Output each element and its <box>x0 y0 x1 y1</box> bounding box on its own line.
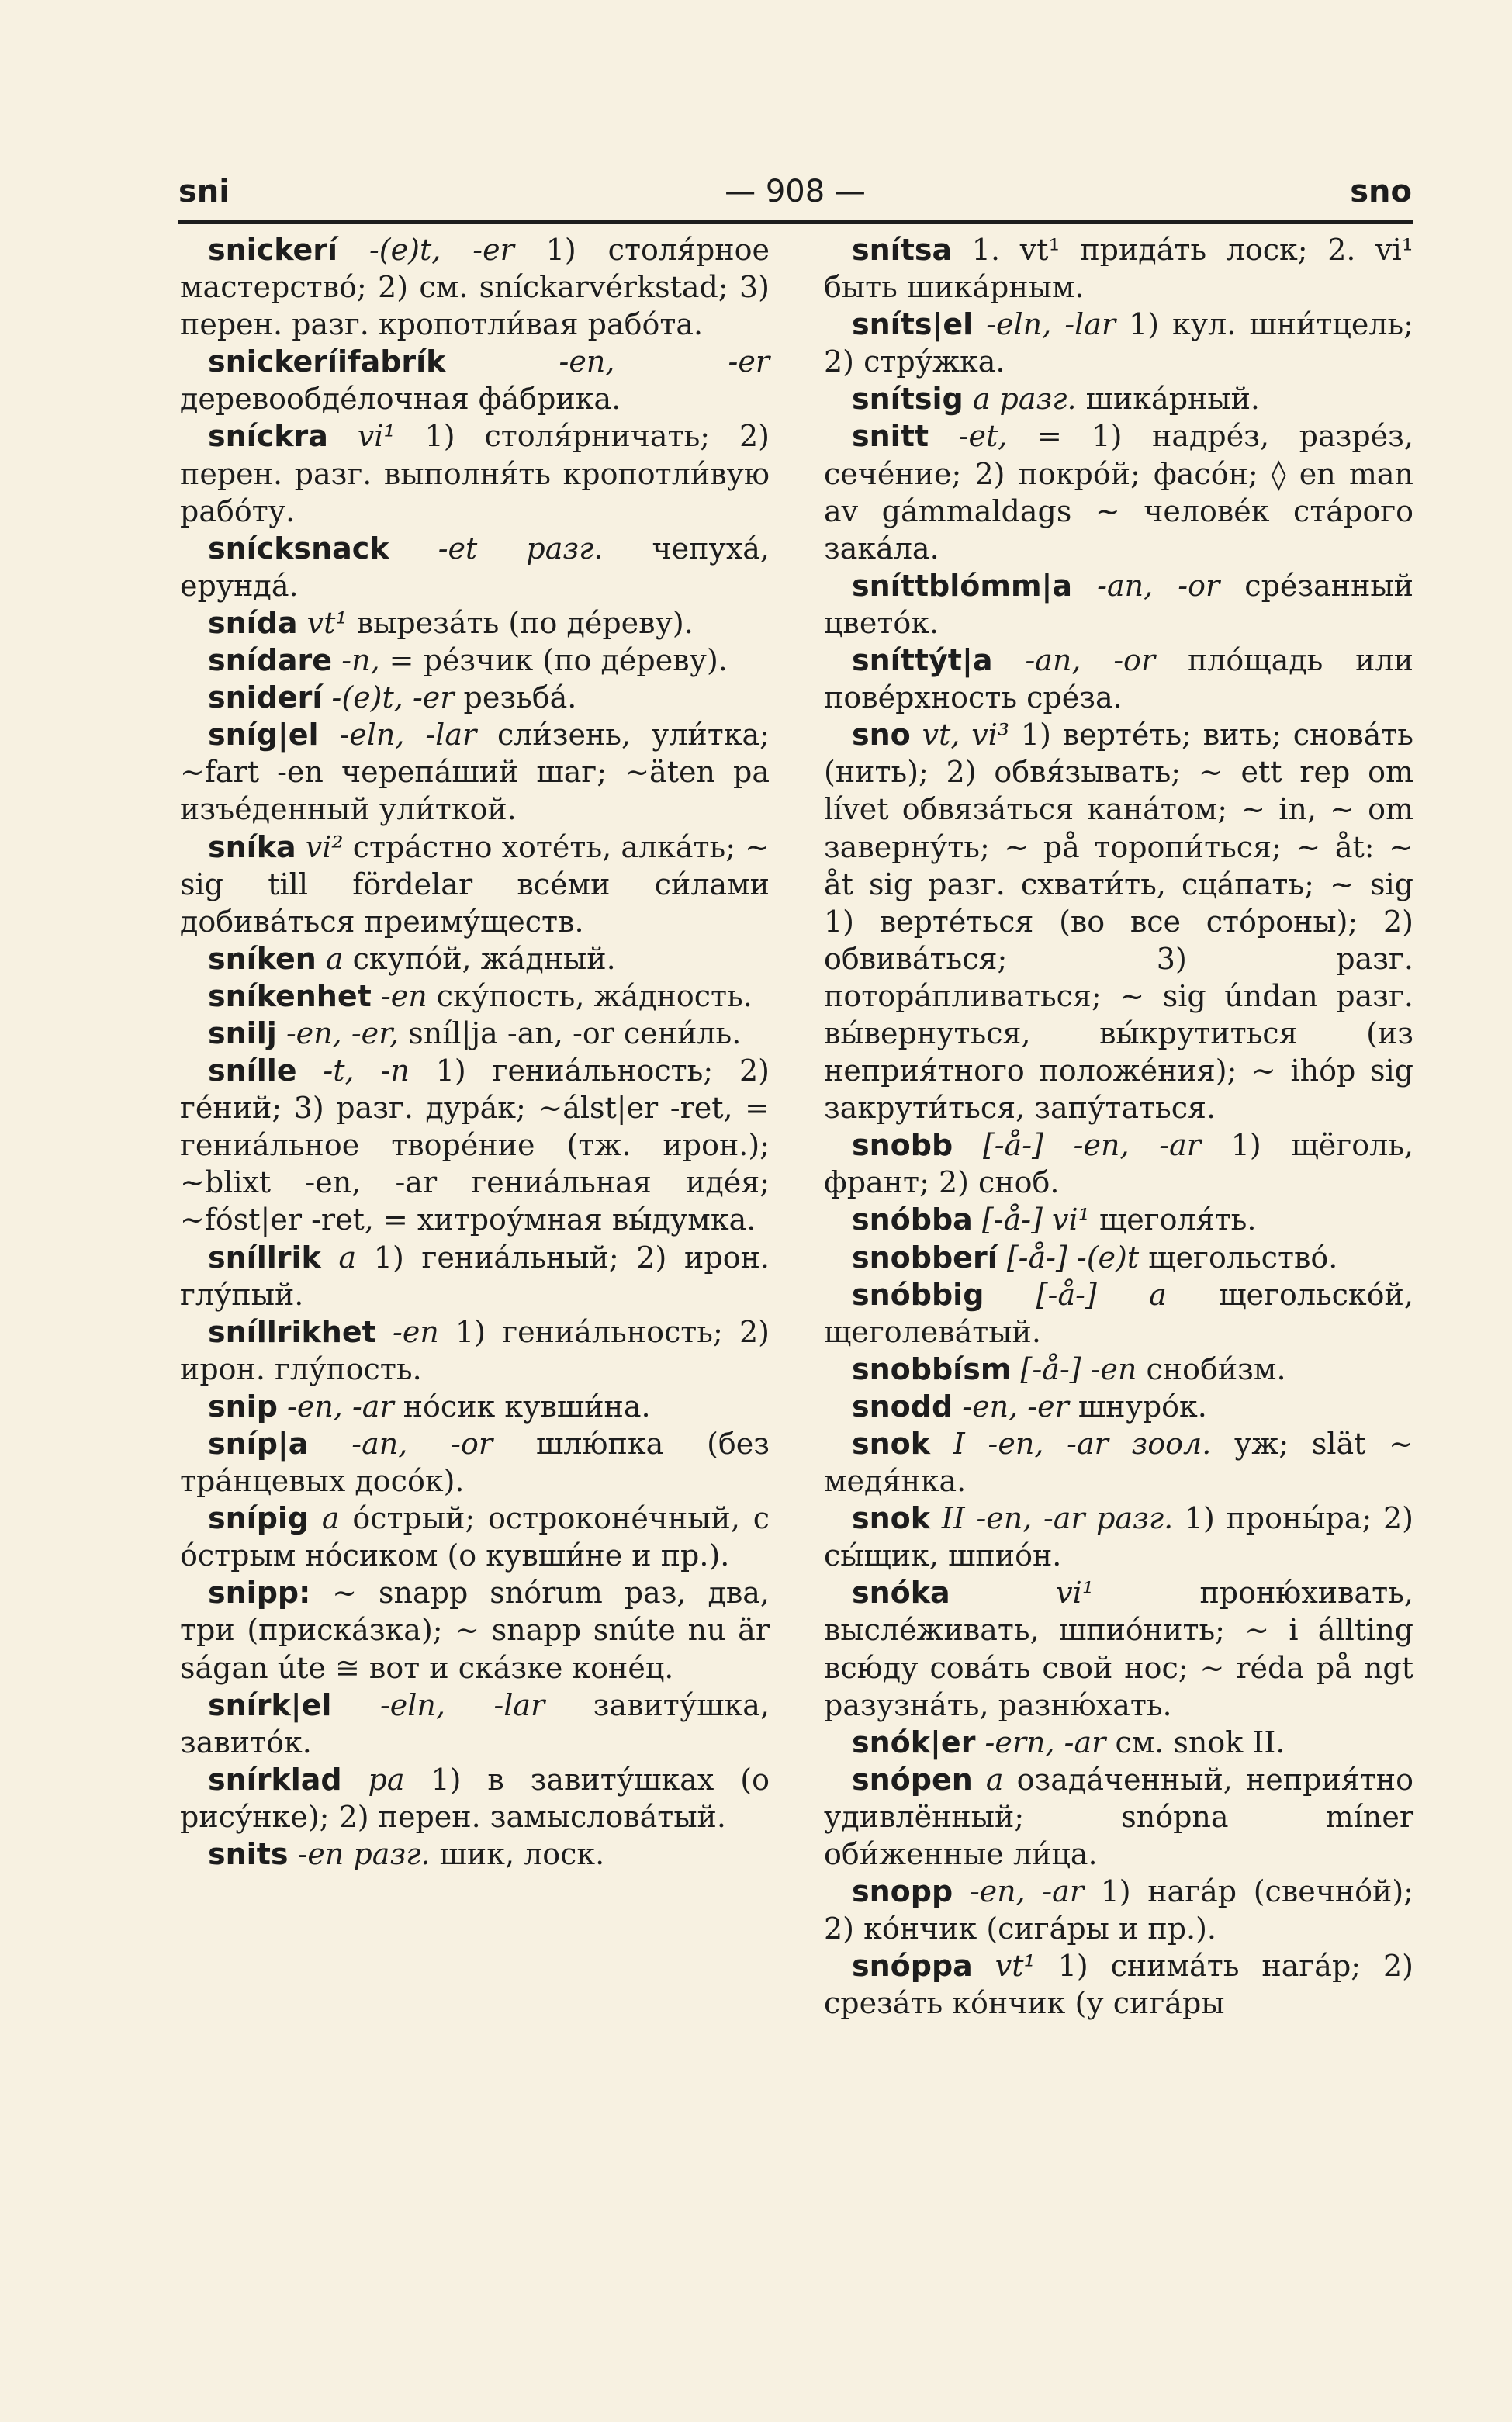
entry-headword: snipp: <box>208 1576 311 1611</box>
entry-grammar: -(e)t, -er <box>368 233 514 267</box>
entry-headword: snírklad <box>208 1762 342 1797</box>
dictionary-entry <box>824 1724 1413 1761</box>
entry-definition: 1) снима́ть нага́р; 2) среза́ть ко́нчик (у сига́ры <box>824 1949 1413 2021</box>
entry-definition: выреза́ть (по де́реву). <box>356 605 694 640</box>
dictionary-entry <box>180 642 770 679</box>
entry-definition: 1) столя́рное мастерство́; 2) см. sníckarvérkstad; 3) перен. разг. кропотли́вая рабо́та. <box>180 233 770 342</box>
entry-grammar: pa <box>368 1762 405 1797</box>
entry-definition: скупо́й, жа́дный. <box>352 941 616 976</box>
dictionary-entry <box>180 1388 770 1425</box>
page-number: — 908 — <box>725 174 866 209</box>
dictionary-entry <box>180 716 770 828</box>
entry-definition: 1) в завиту́шках (о рису́нке); 2) перен. замыслова́тый. <box>180 1762 770 1834</box>
dictionary-entry <box>180 1239 770 1313</box>
entry-grammar: vi¹ <box>1056 1576 1094 1611</box>
entry-headword: snóppa <box>852 1949 973 1984</box>
entry-definition: шика́рный. <box>1085 382 1261 417</box>
dictionary-entry <box>824 1239 1413 1276</box>
entry-headword: snip <box>208 1389 278 1424</box>
entry-headword: sníka <box>208 829 296 864</box>
entry-definition: см. snok II. <box>1115 1725 1285 1759</box>
dictionary-entry <box>824 716 1413 1126</box>
page-header <box>178 163 1412 217</box>
dictionary-entry <box>824 1947 1413 2022</box>
entry-grammar: vi¹ <box>357 419 396 454</box>
dictionary-entry <box>180 829 770 940</box>
dictionary-entry <box>180 977 770 1015</box>
entry-grammar: -en, -ar <box>969 1874 1084 1909</box>
entry-headword: snók|er <box>852 1725 976 1759</box>
entry-grammar: [-å-] -(e)t <box>1006 1240 1140 1275</box>
entry-definition: ~ snapp snórum раз, два, три (приска́зка); ~ snapp snúte nu är ságan úte ≅ вот и ска́зке коне́ц. <box>180 1576 770 1685</box>
entry-headword: snípig <box>208 1501 310 1536</box>
entry-definition: о́стрый; остроконе́чный, с о́стрым но́сиком (о кувши́не и пр.). <box>180 1501 770 1573</box>
dictionary-entry <box>824 417 1413 566</box>
dictionary-entry <box>824 1574 1413 1723</box>
entry-headword: snópen <box>852 1762 973 1797</box>
entry-definition: шик, лоск. <box>439 1837 605 1872</box>
entry-definition: 1) нага́р (свечно́й); 2) ко́нчик (сига́ры и пр.). <box>824 1874 1413 1946</box>
entry-grammar: vi² <box>305 829 344 864</box>
entry-grammar: -eln, -lar <box>339 718 477 753</box>
entry-headword: snobb <box>852 1128 953 1163</box>
dictionary-entry <box>180 1574 770 1686</box>
entry-headword: snída <box>208 605 298 640</box>
entry-definition: уж; slät ~ медя́нка. <box>824 1427 1413 1499</box>
entry-definition: сноби́зм. <box>1146 1351 1286 1386</box>
entry-definition: щегольство́. <box>1148 1240 1338 1275</box>
entry-definition: деревообде́лочная фа́брика. <box>180 382 621 417</box>
entry-definition: 1) надре́з, разре́з, сече́ние; 2) покро́й; фасо́н; ◊ en man av gámmaldags ~ челове́к ста́рого зака́ла. <box>824 419 1413 566</box>
entry-grammar: a <box>325 941 344 976</box>
entry-grammar: [-å-] vi¹ <box>981 1202 1090 1237</box>
dictionary-entry <box>824 380 1413 417</box>
entry-headword: snobbísm <box>852 1351 1012 1386</box>
left-column <box>180 231 770 1873</box>
dictionary-entry <box>180 417 770 529</box>
entry-grammar: -an, -or <box>1097 568 1220 603</box>
dictionary-entry <box>824 1500 1413 1574</box>
entry-grammar: -(e)t, -er <box>331 680 455 715</box>
entry-headword: sníttýt|a <box>852 643 993 678</box>
entry-headword: sníg|el <box>208 718 319 753</box>
entry-definition: шнуро́к. <box>1078 1389 1207 1424</box>
entry-headword: snílle <box>208 1054 297 1088</box>
entry-definition: сли́зень, ули́тка; ~fart -en черепа́ший шаг; ~äten pa изъе́денный ули́ткой. <box>180 718 770 827</box>
entry-grammar: [-å-] -en <box>1020 1351 1137 1386</box>
entry-grammar: vt, vi³ <box>922 718 1010 753</box>
entry-headword: snóbbig <box>852 1277 984 1312</box>
entry-headword: sníttblómm|a <box>852 568 1073 603</box>
entry-grammar: vt¹ <box>306 605 348 640</box>
entry-grammar: -an, -or <box>351 1427 493 1461</box>
right-column <box>824 231 1413 2022</box>
entry-definition: чепуха́, ерунда́. <box>180 531 770 603</box>
entry-headword: sno <box>852 718 911 753</box>
entry-definition: 1) щёголь, франт; 2) сноб. <box>824 1128 1413 1200</box>
entry-grammar: -en, -er, <box>285 1016 400 1050</box>
dictionary-entry <box>824 1276 1413 1351</box>
entry-definition: 1) кул. шни́тцель; 2) стру́жка. <box>824 307 1413 379</box>
entry-grammar: -n, = <box>341 643 414 678</box>
dictionary-entry <box>180 231 770 343</box>
dictionary-entry <box>824 1873 1413 1947</box>
entry-definition: завиту́шка, завито́к. <box>180 1687 770 1759</box>
entry-grammar: a <box>338 1240 357 1275</box>
entry-definition: 1) столя́рничать; 2) перен. разг. выполня́ть кропотли́вую рабо́ту. <box>180 419 770 528</box>
entry-definition: шлю́пка (без тра́нцевых досо́к). <box>180 1427 770 1499</box>
header-right-guideword: sno <box>1350 174 1412 209</box>
dictionary-entry <box>180 604 770 642</box>
entry-grammar: -en разг. <box>297 1837 431 1872</box>
dictionary-entry <box>824 1388 1413 1425</box>
entry-headword: sníts|el <box>852 307 974 342</box>
entry-headword: snok <box>852 1427 931 1461</box>
entry-grammar: a разг. <box>972 382 1077 417</box>
dictionary-entry <box>180 1052 770 1238</box>
dictionary-entry <box>824 1201 1413 1238</box>
entry-headword: snícksnack <box>208 531 389 566</box>
entry-grammar: -ern, -ar <box>984 1725 1106 1759</box>
entry-grammar: -eln, -lar <box>986 307 1116 342</box>
entry-grammar: -en, -er <box>559 344 770 379</box>
entry-grammar: -an, -or <box>1025 643 1156 678</box>
entry-grammar: vt¹ <box>995 1949 1036 1984</box>
entry-definition: стра́стно хоте́ть, алка́ть; ~ sig till fördelar все́ми си́лами добива́ться преиму́ществ. <box>180 829 770 939</box>
entry-definition: проню́хивать, высле́живать, шпио́нить; ~ i állting всю́ду сова́ть свой нос; ~ réda på ngt разузна́ть, разню́хать. <box>824 1576 1413 1722</box>
entry-definition: резьба́. <box>463 680 577 715</box>
dictionary-entry <box>180 1425 770 1500</box>
entry-headword: snits <box>208 1837 289 1872</box>
entry-definition: 1) верте́ть; вить; снова́ть (нить); 2) обвя́зывать; ~ ett rep om lívet обвяза́ться кана́том; ~ in, ~ om заверну́ть; ~ på торопи́ться; ~ åt: ~ åt sig разг. схвати́ть, сца́пать; ~ sig 1) верте́ться (во все сто́роны); 2) обвива́ться; 3) разг. потора́пливаться; ~ sig úndan разг. вы́вернуться, вы́крутиться (из неприя́тного положе́ния); ~ ihóp sig закрути́ться, запу́таться. <box>824 718 1413 1126</box>
entry-headword: snickeríifabrík <box>208 344 446 379</box>
dictionary-entry <box>180 1313 770 1388</box>
entry-definition: ску́пость, жа́дность. <box>436 978 753 1013</box>
dictionary-entry <box>180 1500 770 1574</box>
dictionary-entry <box>824 306 1413 380</box>
entry-definition: озада́ченный, неприя́тно удивлённый; snópna míner оби́женные ли́ца. <box>824 1762 1413 1872</box>
dictionary-entry <box>824 1425 1413 1500</box>
entry-headword: snídare <box>208 643 333 678</box>
dictionary-entry <box>180 1836 770 1873</box>
entry-headword: sníllrik <box>208 1240 321 1275</box>
dictionary-entry <box>824 642 1413 716</box>
entry-definition: sníl|ja -an, -or сени́ль. <box>408 1016 742 1050</box>
dictionary-entry <box>180 940 770 977</box>
entry-definition: 1) проны́ра; 2) сы́щик, шпио́н. <box>824 1501 1413 1573</box>
dictionary-entry <box>180 1761 770 1836</box>
entry-headword: sníken <box>208 941 317 976</box>
entry-grammar: -et разг. <box>438 531 604 566</box>
dictionary-entry <box>180 530 770 604</box>
entry-grammar: I -en, -ar зоол. <box>953 1427 1212 1461</box>
entry-definition: 1) гениа́льный; 2) ирон. глу́пый. <box>180 1240 770 1312</box>
dictionary-entry <box>824 567 1413 642</box>
entry-definition: 1) гениа́льность; 2) ирон. глу́пость. <box>180 1314 770 1386</box>
entry-definition: щеголя́ть. <box>1099 1202 1257 1237</box>
entry-grammar: -en <box>380 978 427 1013</box>
entry-headword: snóka <box>852 1576 950 1611</box>
entry-headword: snóbba <box>852 1202 973 1237</box>
entry-definition: сре́занный цвето́к. <box>824 568 1413 640</box>
entry-headword: sníkenhet <box>208 978 372 1013</box>
dictionary-entry <box>824 1761 1413 1873</box>
entry-grammar: [-å-] -en, -ar <box>982 1128 1201 1163</box>
entry-headword: sníp|a <box>208 1427 309 1461</box>
entry-headword: snobberí <box>852 1240 998 1275</box>
entry-headword: sníckra <box>208 419 328 454</box>
entry-grammar: a <box>985 1762 1004 1797</box>
entry-grammar: -t, -n <box>323 1054 410 1088</box>
dictionary-entry <box>824 1126 1413 1201</box>
entry-definition: 1. vt¹ прида́ть лоск; 2. vi¹ быть шика́рным. <box>824 233 1413 305</box>
entry-grammar: a <box>321 1501 340 1536</box>
entry-headword: snodd <box>852 1389 953 1424</box>
dictionary-entry <box>824 1351 1413 1388</box>
entry-headword: snilj <box>208 1016 277 1050</box>
entry-grammar: -en, -ar <box>287 1389 394 1424</box>
entry-definition: но́сик кувши́на. <box>403 1389 651 1424</box>
entry-grammar: -eln, -lar <box>379 1687 545 1722</box>
entry-headword: snitt <box>852 419 929 454</box>
entry-headword: snickerí <box>208 233 338 267</box>
entry-headword: snítsig <box>852 382 964 417</box>
dictionary-entry <box>180 679 770 716</box>
entry-headword: snírk|el <box>208 1687 332 1722</box>
entry-headword: sníllrikhet <box>208 1314 376 1349</box>
entry-headword: snítsa <box>852 233 953 267</box>
entry-grammar: -et, = <box>958 419 1062 454</box>
entry-grammar: [-å-] a <box>1036 1277 1167 1312</box>
entry-definition: пло́щадь или пове́рхность сре́за. <box>824 643 1413 715</box>
dictionary-entry <box>824 231 1413 306</box>
header-left-guideword: sni <box>178 174 230 209</box>
entry-grammar: II -en, -ar разг. <box>941 1501 1174 1536</box>
entry-definition: 1) гениа́льность; 2) ге́ний; 3) разг. дура́к; ~álst|er -ret, = гениа́льное творе́ние (тж. ирон.); ~blixt -en, -ar гениа́льная иде́я; ~fóst|er -ret, = хитроу́мная вы́думка. <box>180 1054 770 1237</box>
dictionary-entry <box>180 343 770 417</box>
entry-grammar: -en, -er <box>962 1389 1069 1424</box>
entry-headword: snok <box>852 1501 931 1536</box>
dictionary-entry <box>180 1015 770 1052</box>
entry-headword: sniderí <box>208 680 323 715</box>
header-rule <box>178 220 1413 224</box>
entry-definition: щегольско́й, щеголева́тый. <box>824 1277 1413 1349</box>
dictionary-entry <box>180 1687 770 1761</box>
entry-definition: ре́зчик (по де́реву). <box>423 643 728 678</box>
entry-grammar: -en <box>393 1314 439 1349</box>
entry-headword: snopp <box>852 1874 953 1909</box>
